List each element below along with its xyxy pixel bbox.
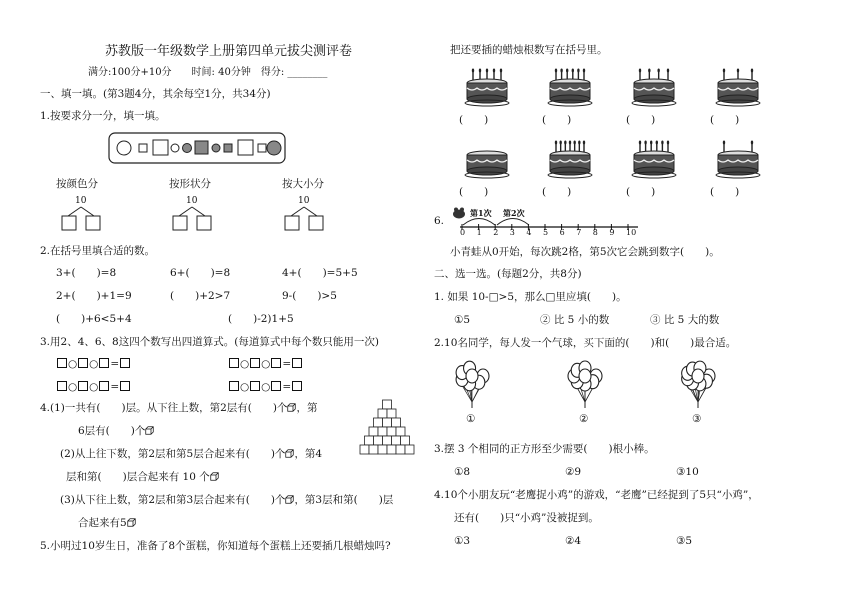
question-4-3: (3)从下往上数，第2层和第3层合起来有( )个 ，第3层和第( )层 bbox=[60, 494, 394, 506]
birthday-cake-icon bbox=[716, 68, 760, 108]
balloon-bunch-icon bbox=[676, 362, 720, 420]
q2-item: 2+( )+1=9 bbox=[56, 290, 132, 302]
label-by-color: 按颜色分 bbox=[56, 178, 98, 190]
cube bbox=[365, 436, 374, 445]
option: ①8 bbox=[454, 466, 471, 478]
birthday-cake-icon bbox=[548, 68, 592, 108]
cube-icon bbox=[287, 403, 296, 412]
balloon-option-mark: ③ bbox=[692, 413, 702, 425]
split-tree-3 bbox=[285, 206, 325, 236]
equation-template: ○ ○ = bbox=[56, 381, 131, 393]
q2-item: 6+( )=8 bbox=[170, 267, 231, 279]
score-info: 满分:100分+10分 时间: 40分钟 得分: ________ bbox=[88, 67, 328, 78]
number-line-label: 6 bbox=[559, 228, 565, 237]
tree-top-1: 10 bbox=[75, 196, 87, 206]
option: ③ 比 5 大的数 bbox=[650, 314, 720, 326]
option: ①5 bbox=[454, 314, 471, 326]
option: ③10 bbox=[676, 466, 699, 478]
jump-label-1: 第1次 bbox=[470, 208, 492, 218]
cube bbox=[387, 409, 396, 418]
cube bbox=[378, 445, 387, 454]
birthday-cake-icon bbox=[632, 68, 676, 108]
split-tree-2 bbox=[173, 206, 213, 236]
tree-top-2: 10 bbox=[186, 196, 198, 206]
tree-top-3: 10 bbox=[298, 196, 310, 206]
q2-item: 3+( )=8 bbox=[56, 267, 117, 279]
cake-answer-blank: ( ) bbox=[542, 114, 572, 126]
q2-item: 9-( )>5 bbox=[282, 290, 337, 302]
cube-icon bbox=[145, 426, 154, 435]
cube bbox=[387, 427, 396, 436]
number-line-label: 7 bbox=[576, 228, 582, 237]
balloon-option-mark: ① bbox=[466, 413, 476, 425]
option: ②4 bbox=[565, 535, 582, 547]
cube bbox=[401, 436, 410, 445]
cake-answer-blank: ( ) bbox=[459, 186, 489, 198]
cube bbox=[374, 418, 383, 427]
cube bbox=[360, 445, 369, 454]
cube-icon bbox=[210, 472, 219, 481]
number-line-label: 2 bbox=[493, 228, 499, 237]
cube bbox=[387, 445, 396, 454]
question-4-1: 4.(1)一共有( )层。从下往上数，第2层有( )个 ，第 bbox=[40, 402, 318, 414]
cube bbox=[383, 400, 392, 409]
label-by-shape: 按形状分 bbox=[169, 178, 211, 190]
q2-item: ( )-2)1+5 bbox=[228, 313, 294, 325]
birthday-cake-icon bbox=[716, 140, 760, 180]
cube bbox=[396, 427, 405, 436]
cube-pyramid-figure bbox=[352, 396, 422, 460]
cube bbox=[369, 445, 378, 454]
option: ①3 bbox=[454, 535, 471, 547]
choice-question-3: 3.摆 3 个相同的正方形至少需要( )根小棒。 bbox=[434, 443, 655, 455]
birthday-cake-icon bbox=[465, 68, 509, 108]
question-4-1-cont: 6层有( )个 bbox=[78, 426, 154, 437]
question-4-2-cont: 层和第( )层合起来有 10 个 bbox=[66, 472, 219, 483]
cube bbox=[405, 445, 414, 454]
question-5: 5.小明过10岁生日，准备了8个蛋糕，你知道每个蛋糕上还要插几根蜡烛吗? bbox=[40, 540, 391, 552]
cube bbox=[396, 445, 405, 454]
question-5-cont: 把还要插的蜡烛根数写在括号里。 bbox=[450, 44, 608, 56]
cube bbox=[392, 418, 401, 427]
question-1: 1.按要求分一分，填一填。 bbox=[40, 110, 166, 122]
balloon-bunch-icon bbox=[450, 362, 494, 420]
question-4-3-cont: 合起来有5 bbox=[78, 518, 136, 529]
number-line-label: 1 bbox=[476, 228, 482, 237]
cube-icon bbox=[285, 449, 294, 458]
choice-question-4: 4.10个小朋友玩“老鹰捉小鸡”的游戏，“老鹰”已经捉到了5只“小鸡”， bbox=[434, 489, 759, 501]
number-line-label: 3 bbox=[509, 228, 515, 237]
choice-question-1: 1. 如果 10-□>5，那么□里应填( )。 bbox=[434, 291, 627, 303]
cube bbox=[374, 436, 383, 445]
birthday-cake-icon bbox=[465, 140, 509, 180]
section-2-heading: 二、选一选。(每题2分，共8分) bbox=[434, 268, 582, 280]
option: ③5 bbox=[676, 535, 693, 547]
cube bbox=[378, 409, 387, 418]
option: ② 比 5 小的数 bbox=[540, 314, 610, 326]
balloon-bunch-icon bbox=[563, 362, 607, 420]
number-line-label: 5 bbox=[543, 228, 549, 237]
cube bbox=[383, 418, 392, 427]
q2-item: ( )+2>7 bbox=[170, 290, 231, 302]
birthday-cake-icon bbox=[632, 140, 676, 180]
question-2: 2.在括号里填合适的数。 bbox=[40, 245, 156, 257]
cake-answer-blank: ( ) bbox=[459, 114, 489, 126]
q2-item: 4+( )=5+5 bbox=[282, 267, 358, 279]
number-line-label: 9 bbox=[609, 228, 615, 237]
number-line-label: 4 bbox=[526, 228, 532, 237]
choice-question-2: 2.10名同学，每人发一个气球，买下面的( )和( )最合适。 bbox=[434, 337, 737, 349]
cube-icon bbox=[285, 495, 294, 504]
question-6-text: 小青蛙从0开始，每次跳2格，第5次它会跳到数字( )。 bbox=[450, 246, 720, 258]
choice-question-4-cont: 还有( )只“小鸡”没被捉到。 bbox=[454, 512, 599, 524]
cake-answer-blank: ( ) bbox=[626, 186, 656, 198]
shapes-figure bbox=[108, 132, 286, 164]
number-line-label: 10 bbox=[626, 228, 637, 237]
equation-template: ○ ○ = bbox=[228, 358, 303, 370]
cake-answer-blank: ( ) bbox=[710, 186, 740, 198]
q2-item: ( )+6<5+4 bbox=[56, 313, 132, 325]
balloon-option-mark: ② bbox=[579, 413, 589, 425]
cube-icon bbox=[127, 518, 136, 527]
question-3: 3.用2、4、6、8这四个数写出四道算式。(每道算式中每个数只能用一次) bbox=[40, 336, 379, 348]
page-title: 苏教版一年级数学上册第四单元拔尖测评卷 bbox=[105, 44, 353, 59]
equation-template: ○ ○ = bbox=[228, 381, 303, 393]
cube bbox=[378, 427, 387, 436]
cake-answer-blank: ( ) bbox=[626, 114, 656, 126]
section-1-heading: 一、填一填。(第3题4分，其余每空1分，共34分) bbox=[40, 88, 271, 100]
cube bbox=[392, 436, 401, 445]
label-by-size: 按大小分 bbox=[282, 178, 324, 190]
option: ②9 bbox=[565, 466, 582, 478]
split-tree-1 bbox=[62, 206, 102, 236]
question-6-number: 6. bbox=[434, 215, 445, 227]
cube bbox=[383, 436, 392, 445]
jump-label-2: 第2次 bbox=[503, 208, 525, 218]
number-line-label: 8 bbox=[592, 228, 598, 237]
number-line-label: 0 bbox=[460, 228, 466, 237]
equation-template: ○ ○ = bbox=[56, 358, 131, 370]
question-4-2: (2)从上往下数，第2层和第5层合起来有( )个 ，第4 bbox=[60, 448, 323, 460]
cube bbox=[369, 427, 378, 436]
cake-answer-blank: ( ) bbox=[542, 186, 572, 198]
birthday-cake-icon bbox=[548, 140, 592, 180]
cake-answer-blank: ( ) bbox=[710, 114, 740, 126]
